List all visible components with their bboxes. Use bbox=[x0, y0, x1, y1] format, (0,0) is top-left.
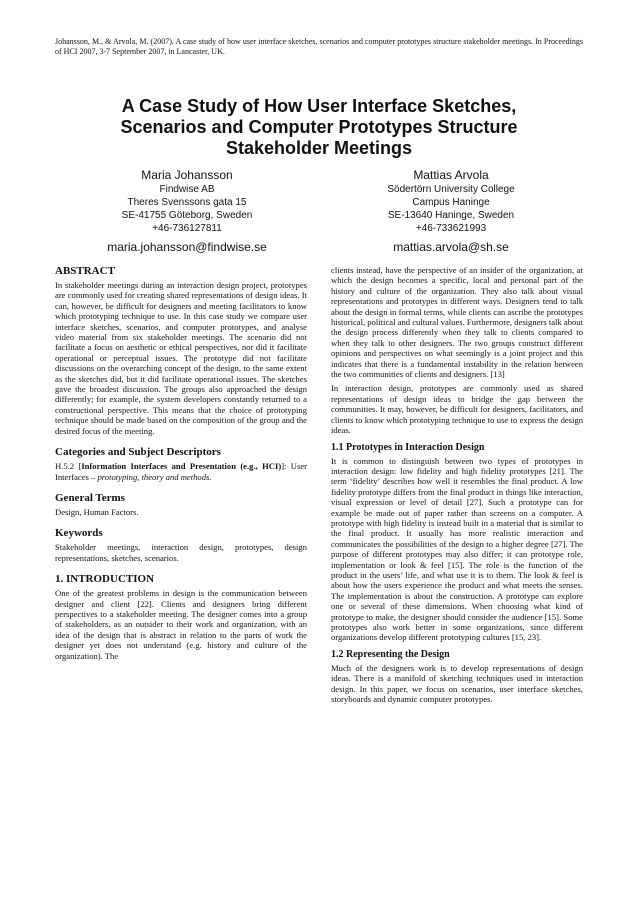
paper-title: A Case Study of How User Interface Sketches, Scenarios and Computer Prototypes Structure Stakeholder Meetings bbox=[120, 96, 518, 158]
categories-heading: Categories and Subject Descriptors bbox=[55, 446, 221, 459]
author-city: SE-13640 Haninge, Sweden bbox=[387, 210, 515, 221]
introduction-text: One of the greatest problems in design is the communication between designer and client [22]. Clients and designers bring different perspectives to a stakeholder meeting. The designer comes into a group of stakeholders, as an outsider to their work and organization, with an idea of the design that is abstract in relation to the parts of work the designer yet does not understand (e.g. history and culture of the organization). The bbox=[55, 588, 307, 661]
citation-header: Johansson, M., & Arvola, M. (2007). A case study of how user interface sketches, scenarios and computer prototypes structure stakeholder meetings. In Proceedings of HCI 2007, 3-7 September 2007, in Lancaster, UK. bbox=[55, 37, 583, 56]
author-name: Maria Johansson bbox=[141, 168, 233, 182]
body-columns bbox=[55, 265, 583, 708]
author-1 bbox=[55, 167, 319, 255]
author-phone: +46-736127811 bbox=[152, 223, 222, 234]
left-column bbox=[55, 265, 307, 708]
author-2 bbox=[319, 167, 583, 255]
author-org: Findwise AB bbox=[159, 184, 215, 195]
right-column bbox=[331, 265, 583, 708]
author-city: SE-41755 Göteborg, Sweden bbox=[121, 210, 253, 221]
categories-after: ]: User Interfaces – bbox=[55, 461, 308, 482]
keywords-heading: Keywords bbox=[55, 527, 103, 540]
subsection-prototypes-text: It is common to distinguish between two types of prototypes in interaction design: low fidelity and high fidelity prototypes [21]. The term ‘fidelity’ describes how well it resembles the final product. A low fidelity prototype differs from the final product in things like interaction, visual expression or level of detail [27]. Such a prototype can for example be made out of paper rather than screens on a computer. A prototype with high fidelity is instead built in a material that is similar to the final product. It usually has more realistic interaction and communicates the possibilities of the design to a higher degree [27]. The purpose of different prototypes may also differ; it can prototype role, implementation or look & feel [15]. The role is the function of the product in the users’ life, and what use it is to them. The look & feel is about how the users experience the product and what meets the senses. The implementation is about the construction. A prototype can explore one or several of these dimensions. When choosing what kind of prototype to make, the designer should consider the audience [15]. Some prototypes also work better in some organizations, since different organizations develop different prototyping cultures [15, 23]. bbox=[331, 455, 583, 643]
subsection-representing-heading: 1.2 Representing the Design bbox=[331, 648, 450, 660]
author-block bbox=[55, 167, 583, 255]
terms-text: Design, Human Factors. bbox=[55, 506, 139, 517]
author-street: Campus Haninge bbox=[412, 197, 490, 208]
terms-heading: General Terms bbox=[55, 491, 125, 504]
subsection-representing-text: Much of the designers work is to develop representations of design ideas. There is a manifold of sketching techniques used in interaction design. In this paper, we focus on scenarios, user interface sketches, storyboards and dynamic computer prototypes. bbox=[331, 662, 583, 705]
author-phone: +46-733621993 bbox=[415, 223, 487, 234]
intro-continued-paragraph: clients instead, have the perspective of an insider of the organization, at which the design becomes a specific, local and personal part of the history and culture of the organization. They also talk about visual representations and prototypes in different ways. Designers tend to talk about the design in formal terms, while clients can ascribe the prototypes historical, political and cultural values. Furthermore, designers talk about the design process differently when they talk to clients compared to when they talk to other designers. The two groups construct different opinions and perspectives on what seemingly is a joint project and this indicates that there is a fundamental instability in the relation between the two communities of clients and designers. [13] bbox=[331, 265, 583, 380]
author-email: maria.johansson@findwise.se bbox=[107, 240, 267, 254]
categories-code: H.5.2 [ bbox=[55, 461, 82, 472]
categories-text bbox=[55, 461, 307, 482]
author-name: Mattias Arvola bbox=[413, 168, 489, 182]
author-street: Theres Svenssons gata 15 bbox=[127, 197, 247, 208]
introduction-heading: 1. INTRODUCTION bbox=[55, 573, 155, 586]
subsection-prototypes-heading: 1.1 Prototypes in Interaction Design bbox=[331, 441, 485, 453]
categories-bold: Information Interfaces and Presentation (e.g., HCI) bbox=[81, 461, 282, 472]
author-org: Södertörn University College bbox=[387, 184, 515, 195]
abstract-heading: ABSTRACT bbox=[55, 265, 115, 277]
categories-italic: prototyping, theory and methods. bbox=[97, 471, 212, 482]
abstract-text: In stakeholder meetings during an interaction design project, prototypes are commonly used for creating shared representations of design ideas. It can, however, be difficult for designers and meeting facilitators to know which prototyping technique to use. In this case study we compare user interface sketches, scenarios, and computer prototypes, and analyse video material from six stakeholder meetings. The scenario did not facilitate a focus on aesthetic or ethical perspectives, nor did it facilitate operational or perceptual issues. The prototype did not facilitate discussions on the overarching concept of the design, to the same extent as the sketches did, but it did facilitate operational issues. The sketches gave the broadest discussion. The groups also approached the design differently; for example, the system developers constantly returned to a constructional perspective. This means that the choice of prototyping technique should be made based on the composition of the group and the desired focus of the meeting. bbox=[55, 280, 307, 436]
keywords-text: Stakeholder meetings, interaction design, prototypes, design representations, sketches, scenarios. bbox=[55, 542, 307, 563]
author-email: mattias.arvola@sh.se bbox=[393, 240, 509, 254]
intro-second-paragraph: In interaction design, prototypes are commonly used as shared representations of design ideas to bridge the gap between the communities. It may, however, be difficult for designers, facilitators, and clients to know which prototyping technique to use to express the design ideas. bbox=[331, 383, 583, 436]
